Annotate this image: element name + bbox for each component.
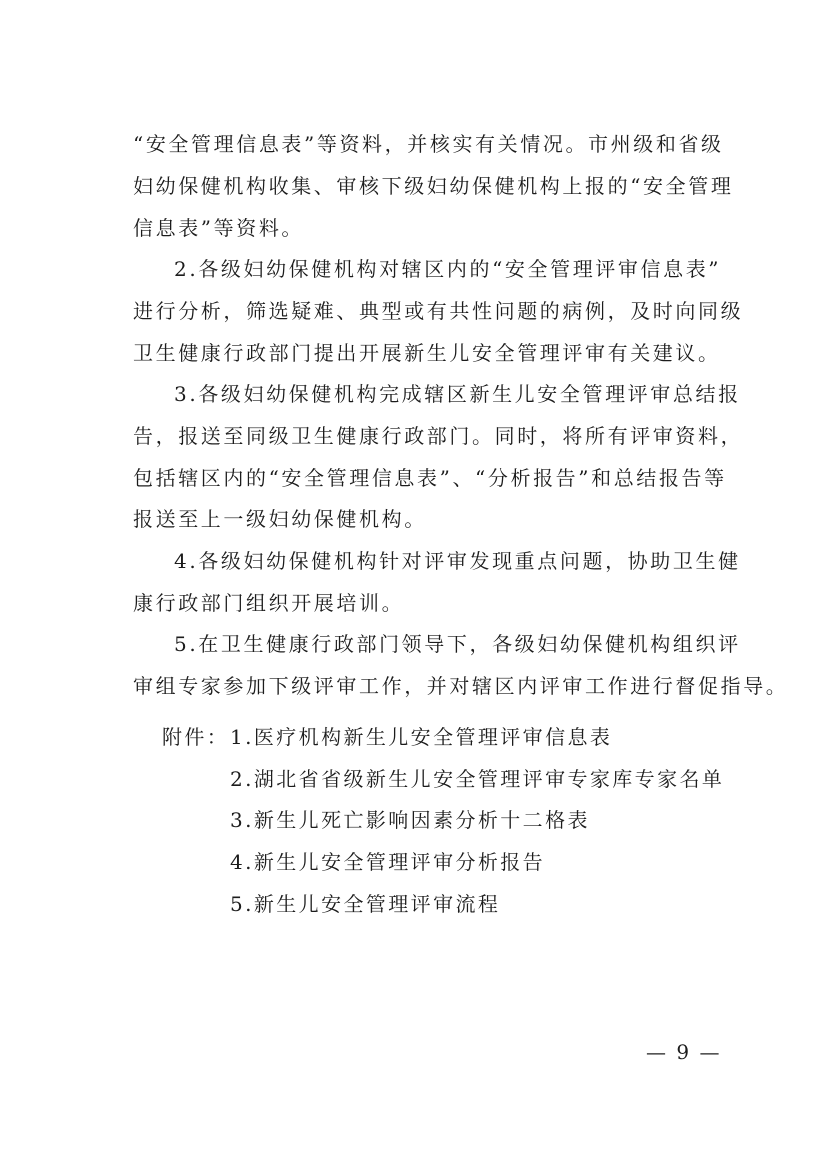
attachment-item-3: 3.新生儿死亡影响因素分析十二格表 bbox=[230, 808, 590, 832]
paragraph-2-line-3: 卫生健康行政部门提出开展新生儿安全管理评审有关建议。 bbox=[133, 341, 721, 365]
attachments-label: 附件： bbox=[162, 725, 230, 749]
paragraph-3-line-2: 告，报送至同级卫生健康行政部门。同时，将所有评审资料， bbox=[133, 424, 744, 448]
attachment-item-4: 4.新生儿安全管理评审分析报告 bbox=[230, 850, 546, 874]
paragraph-1-line-2: 妇幼保健机构收集、审核下级妇幼保健机构上报的“安全管理 bbox=[133, 174, 734, 198]
paragraph-1-line-1: “安全管理信息表”等资料，并核实有关情况。市州级和省级 bbox=[133, 132, 724, 156]
paragraph-1-line-3: 信息表”等资料。 bbox=[133, 216, 305, 240]
attachment-item-1: 1.医疗机构新生儿安全管理评审信息表 bbox=[230, 725, 613, 749]
paragraph-5-line-2: 审组专家参加下级评审工作，并对辖区内评审工作进行督促指导。 bbox=[133, 674, 789, 698]
paragraph-3-line-3: 包括辖区内的“安全管理信息表”、“分析报告”和总结报告等 bbox=[133, 466, 727, 490]
paragraph-2-line-2: 进行分析，筛选疑难、典型或有共性问题的病例，及时向同级 bbox=[133, 299, 744, 323]
paragraph-4-line-2: 康行政部门组织开展培训。 bbox=[133, 591, 405, 615]
paragraph-5-line-1: 5.在卫生健康行政部门领导下，各级妇幼保健机构组织评 bbox=[174, 632, 741, 656]
paragraph-4-line-1: 4.各级妇幼保健机构针对评审发现重点问题，协助卫生健 bbox=[174, 549, 741, 573]
page-number: — 9 — bbox=[646, 1040, 722, 1064]
attachment-item-2: 2.湖北省省级新生儿安全管理评审专家库专家名单 bbox=[230, 767, 725, 791]
paragraph-2-line-1: 2.各级妇幼保健机构对辖区内的“安全管理评审信息表” bbox=[174, 257, 722, 281]
paragraph-3-line-4: 报送至上一级妇幼保健机构。 bbox=[133, 507, 427, 531]
paragraph-3-line-1: 3.各级妇幼保健机构完成辖区新生儿安全管理评审总结报 bbox=[174, 382, 741, 406]
attachment-item-5: 5.新生儿安全管理评审流程 bbox=[230, 892, 501, 916]
